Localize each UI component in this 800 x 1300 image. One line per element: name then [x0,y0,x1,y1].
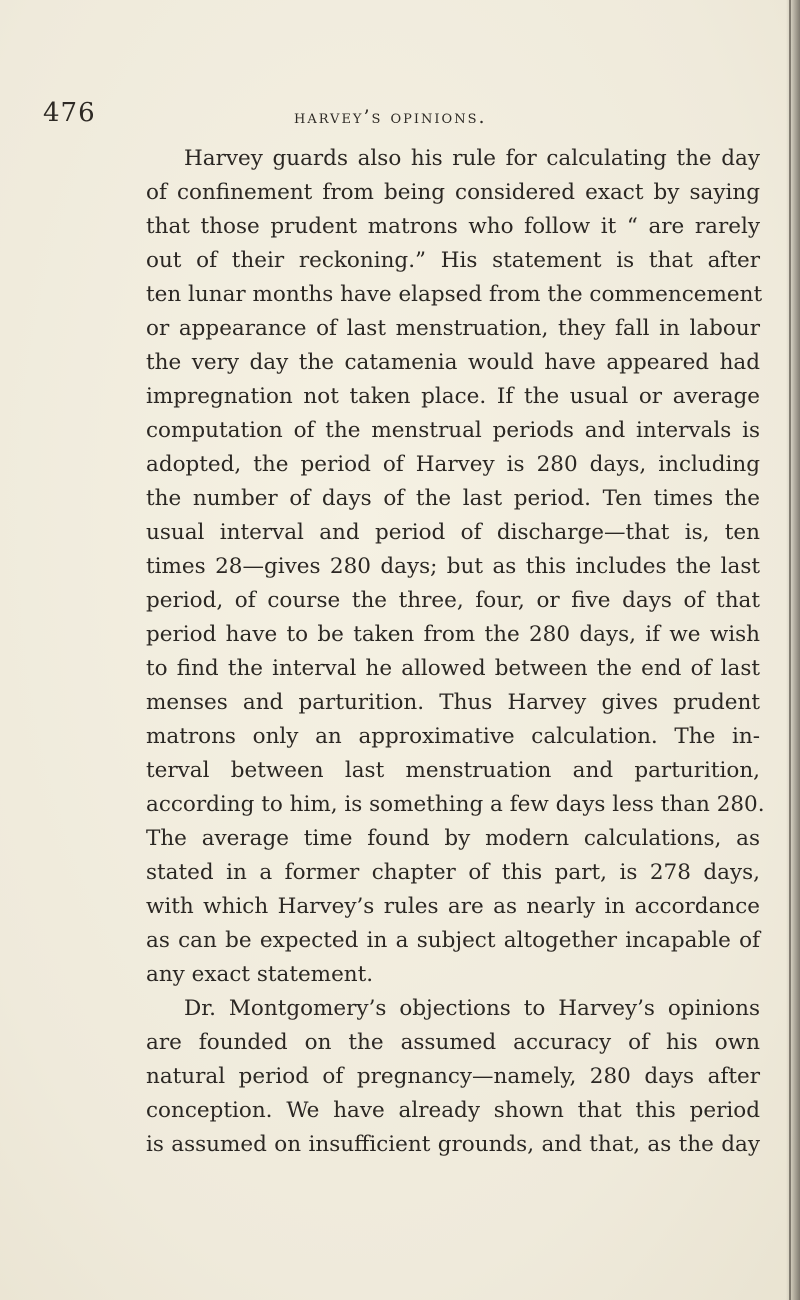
text-line: times 28—gives 280 days; but as this includes the last [146,554,760,579]
text-line: that those prudent matrons who follow it “ are rarely [146,214,760,239]
text-line: are founded on the assumed accuracy of his own [146,1030,760,1055]
text-line: period have to be taken from the 280 days, if we wish [146,622,760,647]
text-line: ten lunar months have elapsed from the commencement [146,282,763,307]
page-number: 476 [43,98,96,128]
text-line: impregnation not taken place. If the usual or average [146,384,760,409]
running-head: harvey’s opinions. [294,106,487,128]
text-line: matrons only an approximative calculation. The in- [146,724,760,749]
text-line: menses and parturition. Thus Harvey gives prudent [146,690,760,715]
text-line: as can be expected in a subject altogether incapable of [146,928,760,953]
text-line: the very day the catamenia would have appeared had [146,350,760,375]
text-line: natural period of pregnancy—namely, 280 days after [146,1064,760,1089]
body-text [146,142,765,1162]
text-line: out of their reckoning.” His statement is that after [146,248,760,273]
text-line: is assumed on insufficient grounds, and that, as the day [146,1132,760,1157]
text-line: adopted, the period of Harvey is 280 days, including [146,452,760,477]
text-line: any exact statement. [146,962,374,987]
text-line: terval between last menstruation and parturition, [146,758,760,783]
page-edge-line [789,0,791,1300]
text-line: The average time found by modern calculations, as [146,826,760,851]
text-line: usual interval and period of discharge—that is, ten [146,520,760,545]
text-line: the number of days of the last period. Ten times the [146,486,760,511]
text-line: according to him, is something a few days less than 280. [146,792,765,817]
text-line: computation of the menstrual periods and intervals is [146,418,760,443]
text-line: conception. We have already shown that this period [146,1098,760,1123]
text-line: or appearance of last menstruation, they fall in labour [146,316,760,341]
text-line: with which Harvey’s rules are as nearly in accordance [146,894,760,919]
text-line: Dr. Montgomery’s objections to Harvey’s opinions [184,996,760,1021]
text-line: to find the interval he allowed between the end of last [146,656,760,681]
text-line: Harvey guards also his rule for calculating the day [184,146,760,171]
text-line: stated in a former chapter of this part, is 278 days, [146,860,760,885]
text-line: period, of course the three, four, or five days of that [146,588,760,613]
text-line: of confinement from being considered exact by saying [146,180,760,205]
